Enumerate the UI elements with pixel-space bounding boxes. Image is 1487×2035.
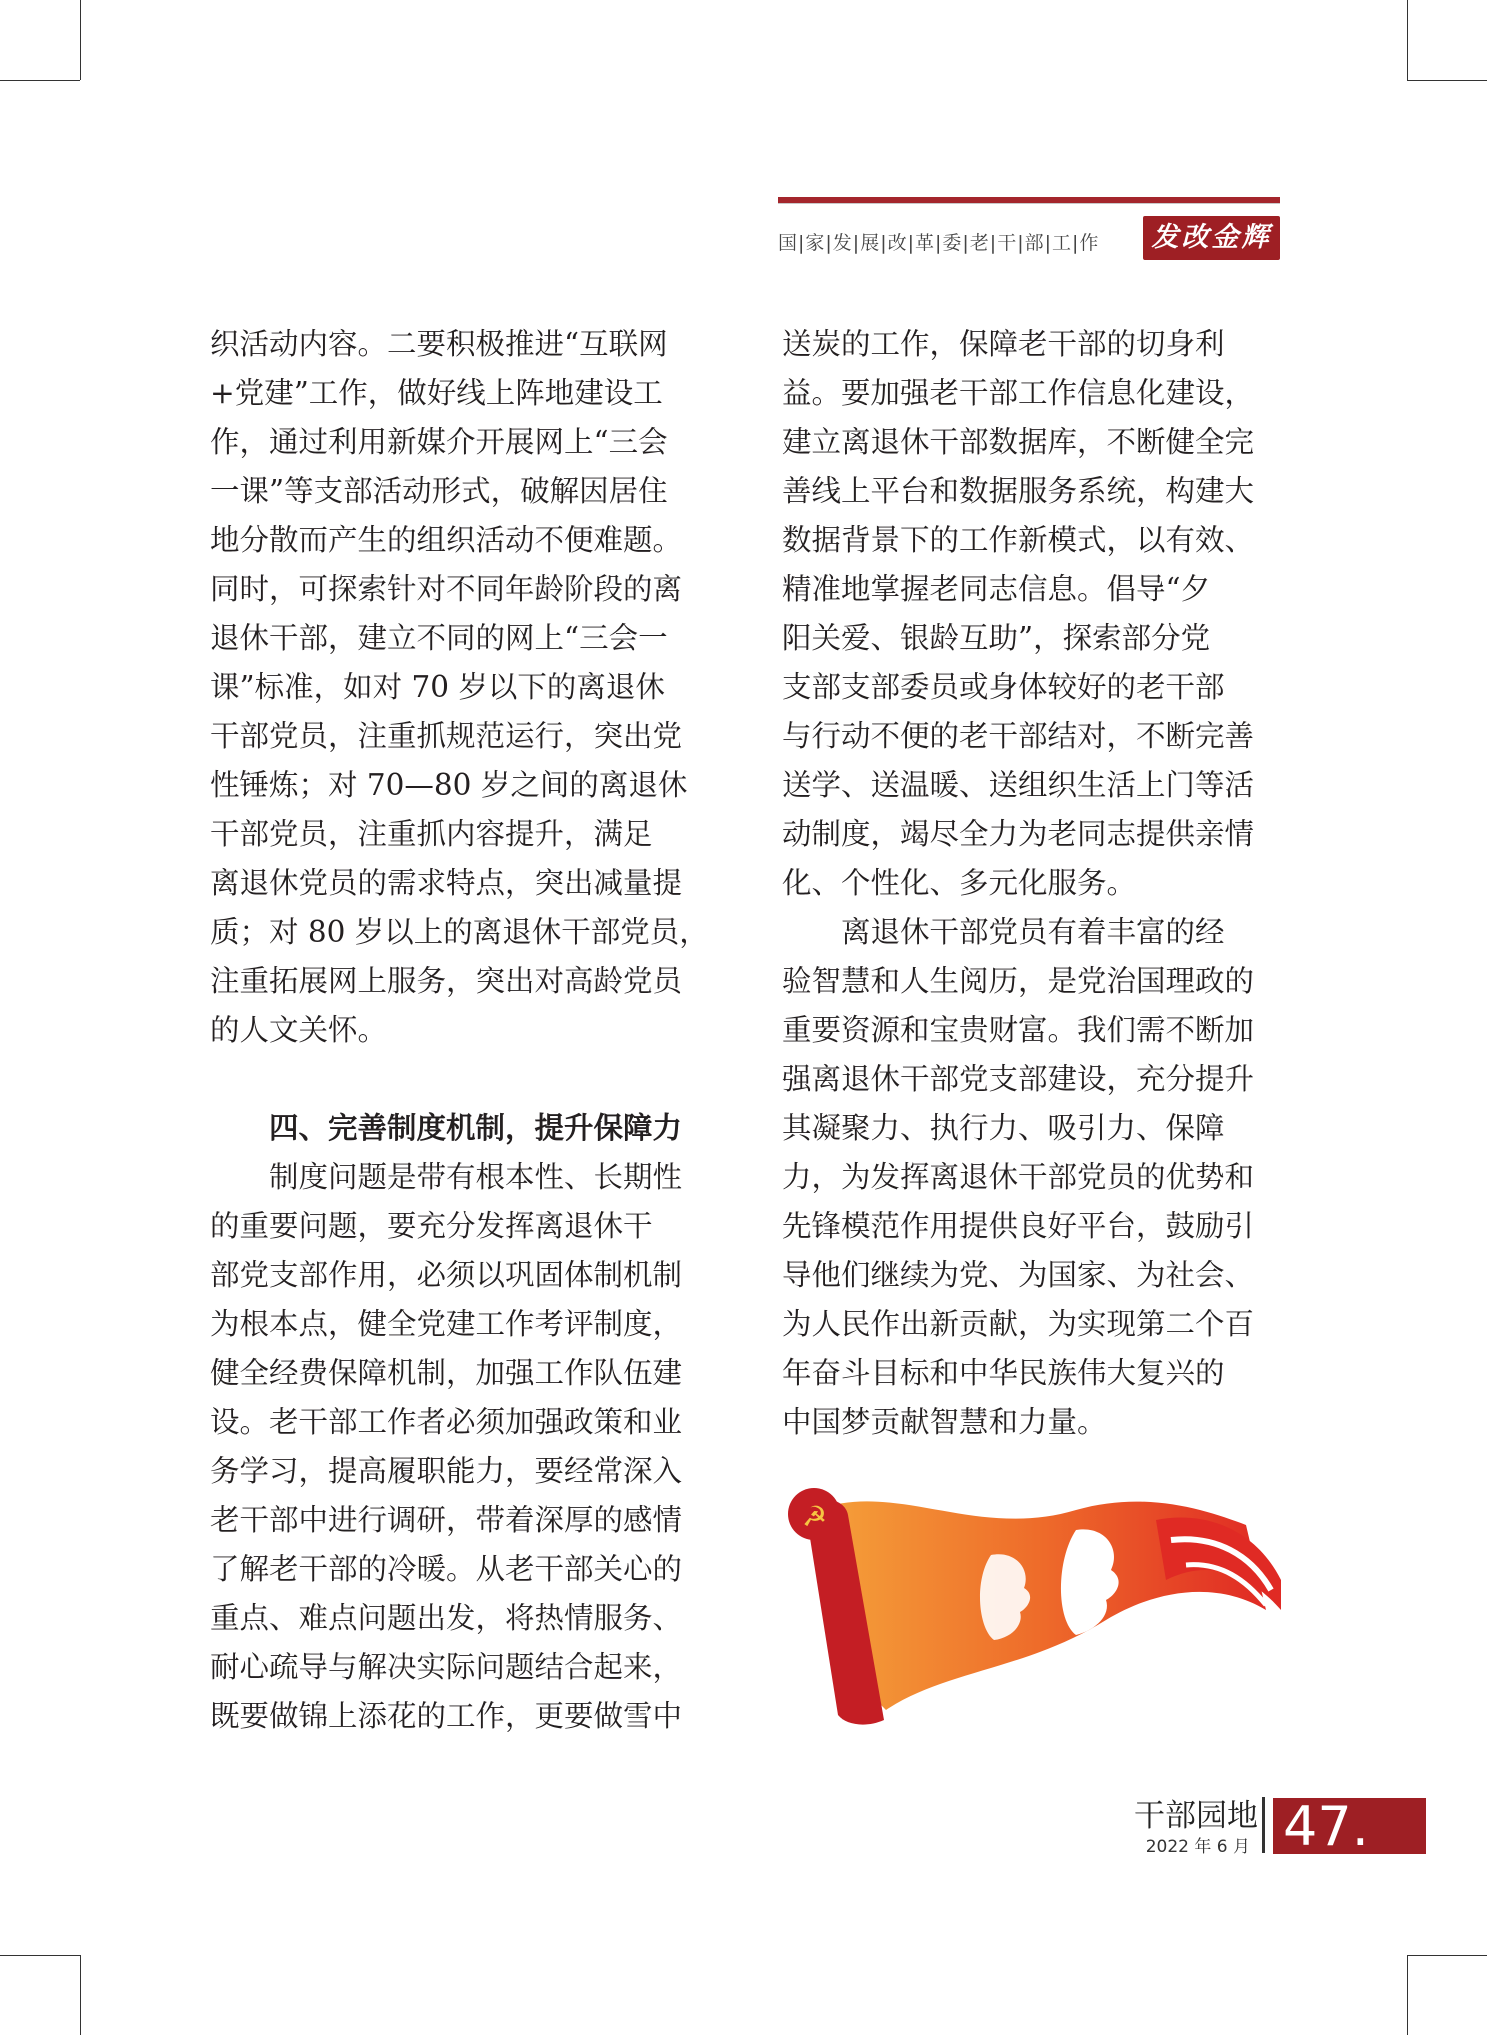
crop-mark bbox=[0, 1955, 80, 1956]
left-column bbox=[210, 320, 707, 1741]
body-line: 为人民作出新贡献，为实现第二个百 bbox=[782, 1307, 1255, 1341]
section-heading: 四、完善制度机制，提升保障力 bbox=[269, 1111, 683, 1145]
crop-mark bbox=[80, 1955, 81, 2035]
crop-mark bbox=[1407, 80, 1487, 81]
body-line: 送学、送温暖、送组织生活上门等活 bbox=[782, 768, 1255, 802]
body-line: 重要资源和宝贵财富。我们需不断加 bbox=[782, 1013, 1255, 1047]
hammer-sickle-icon: ☭ bbox=[802, 1500, 828, 1533]
body-line: 设。老干部工作者必须加强政策和业 bbox=[210, 1405, 683, 1439]
body-line: 先锋模范作用提供良好平台，鼓励引 bbox=[782, 1209, 1255, 1243]
body-line: 质；对 80 岁以上的离退休干部党员， bbox=[210, 915, 709, 949]
body-line: 作，通过利用新媒介开展网上“三会 bbox=[210, 425, 668, 459]
left-column-body-2 bbox=[210, 1153, 707, 1741]
crop-mark bbox=[1407, 0, 1408, 80]
body-line: 动制度，竭尽全力为老同志提供亲情 bbox=[782, 817, 1255, 851]
body-line: 既要做锦上添花的工作，更要做雪中 bbox=[210, 1699, 683, 1733]
body-line: 部党支部作用，必须以巩固体制机制 bbox=[210, 1258, 683, 1292]
magazine-title: 干部园地 bbox=[1134, 1798, 1258, 1834]
issue-date: 2022 年 6 月 bbox=[1145, 1837, 1250, 1857]
body-line: 验智慧和人生阅历，是党治国理政的 bbox=[782, 964, 1255, 998]
body-line: 健全经费保障机制，加强工作队伍建 bbox=[210, 1356, 683, 1390]
page-number: 47. bbox=[1273, 1798, 1426, 1854]
body-line: 强离退休干部党支部建设，充分提升 bbox=[782, 1062, 1255, 1096]
body-line: 课”标准，如对 70 岁以下的离退休 bbox=[210, 670, 665, 704]
body-line: 精准地掌握老同志信息。倡导“夕 bbox=[782, 572, 1211, 606]
header-thin-rule bbox=[778, 203, 1280, 204]
party-flag-illustration bbox=[776, 1470, 1286, 1740]
body-line: 年奋斗目标和中华民族伟大复兴的 bbox=[782, 1356, 1225, 1390]
body-line: 退休干部，建立不同的网上“三会一 bbox=[210, 621, 668, 655]
body-line: 离退休干部党员有着丰富的经 bbox=[782, 915, 1225, 949]
body-line: 务学习，提高履职能力，要经常深入 bbox=[210, 1454, 683, 1488]
body-line: 为根本点，健全党建工作考评制度， bbox=[210, 1307, 683, 1341]
body-line: 中国梦贡献智慧和力量。 bbox=[782, 1405, 1107, 1439]
right-column bbox=[782, 320, 1279, 1447]
body-line: 支部支部委员或身体较好的老干部 bbox=[782, 670, 1225, 704]
body-line: 益。要加强老干部工作信息化建设， bbox=[782, 376, 1255, 410]
body-line: 地分散而产生的组织活动不便难题。 bbox=[210, 523, 683, 557]
body-line: 建立离退休干部数据库，不断健全完 bbox=[782, 425, 1255, 459]
body-line: 力，为发挥离退休干部党员的优势和 bbox=[782, 1160, 1255, 1194]
body-line: 性锤炼；对 70—80 岁之间的离退休 bbox=[210, 768, 688, 802]
body-line: 其凝聚力、执行力、吸引力、保障 bbox=[782, 1111, 1225, 1145]
body-line: 注重拓展网上服务，突出对高龄党员 bbox=[210, 964, 683, 998]
body-line: 干部党员，注重抓规范运行，突出党 bbox=[210, 719, 683, 753]
footer-separator bbox=[1262, 1797, 1265, 1853]
body-line: 耐心疏导与解决实际问题结合起来， bbox=[210, 1650, 683, 1684]
crop-mark bbox=[1407, 1955, 1487, 1956]
header-section-label: 国|家|发|展|改|革|委|老|干|部|工|作 bbox=[778, 232, 1100, 254]
body-line: 离退休党员的需求特点，突出减量提 bbox=[210, 866, 683, 900]
body-line: 一课”等支部活动形式，破解因居住 bbox=[210, 474, 668, 508]
header-badge: 发改金辉 bbox=[1143, 216, 1280, 260]
body-line: 的重要问题，要充分发挥离退休干 bbox=[210, 1209, 653, 1243]
body-line: 了解老干部的冷暖。从老干部关心的 bbox=[210, 1552, 683, 1586]
crop-mark bbox=[0, 80, 80, 81]
right-column-body bbox=[782, 320, 1279, 1447]
body-line: 与行动不便的老干部结对，不断完善 bbox=[782, 719, 1255, 753]
body-line: 善线上平台和数据服务系统，构建大 bbox=[782, 474, 1255, 508]
body-line: 阳关爱、银龄互助”，探索部分党 bbox=[782, 621, 1211, 655]
left-column-body bbox=[210, 320, 707, 1055]
body-line: 化、个性化、多元化服务。 bbox=[782, 866, 1137, 900]
body-line: 织活动内容。二要积极推进“互联网 bbox=[210, 327, 668, 361]
body-line: +党建”工作，做好线上阵地建设工 bbox=[210, 376, 663, 410]
body-line: 送炭的工作，保障老干部的切身利 bbox=[782, 327, 1225, 361]
body-line: 制度问题是带有根本性、长期性 bbox=[210, 1160, 683, 1194]
body-line: 干部党员，注重抓内容提升，满足 bbox=[210, 817, 653, 851]
body-line: 老干部中进行调研，带着深厚的感情 bbox=[210, 1503, 683, 1537]
body-line: 重点、难点问题出发，将热情服务、 bbox=[210, 1601, 683, 1635]
body-line: 导他们继续为党、为国家、为社会、 bbox=[782, 1258, 1255, 1292]
body-line: 的人文关怀。 bbox=[210, 1013, 388, 1047]
crop-mark bbox=[1407, 1955, 1408, 2035]
crop-mark bbox=[80, 0, 81, 80]
body-line: 同时，可探索针对不同年龄阶段的离 bbox=[210, 572, 683, 606]
body-line: 数据背景下的工作新模式，以有效、 bbox=[782, 523, 1255, 557]
